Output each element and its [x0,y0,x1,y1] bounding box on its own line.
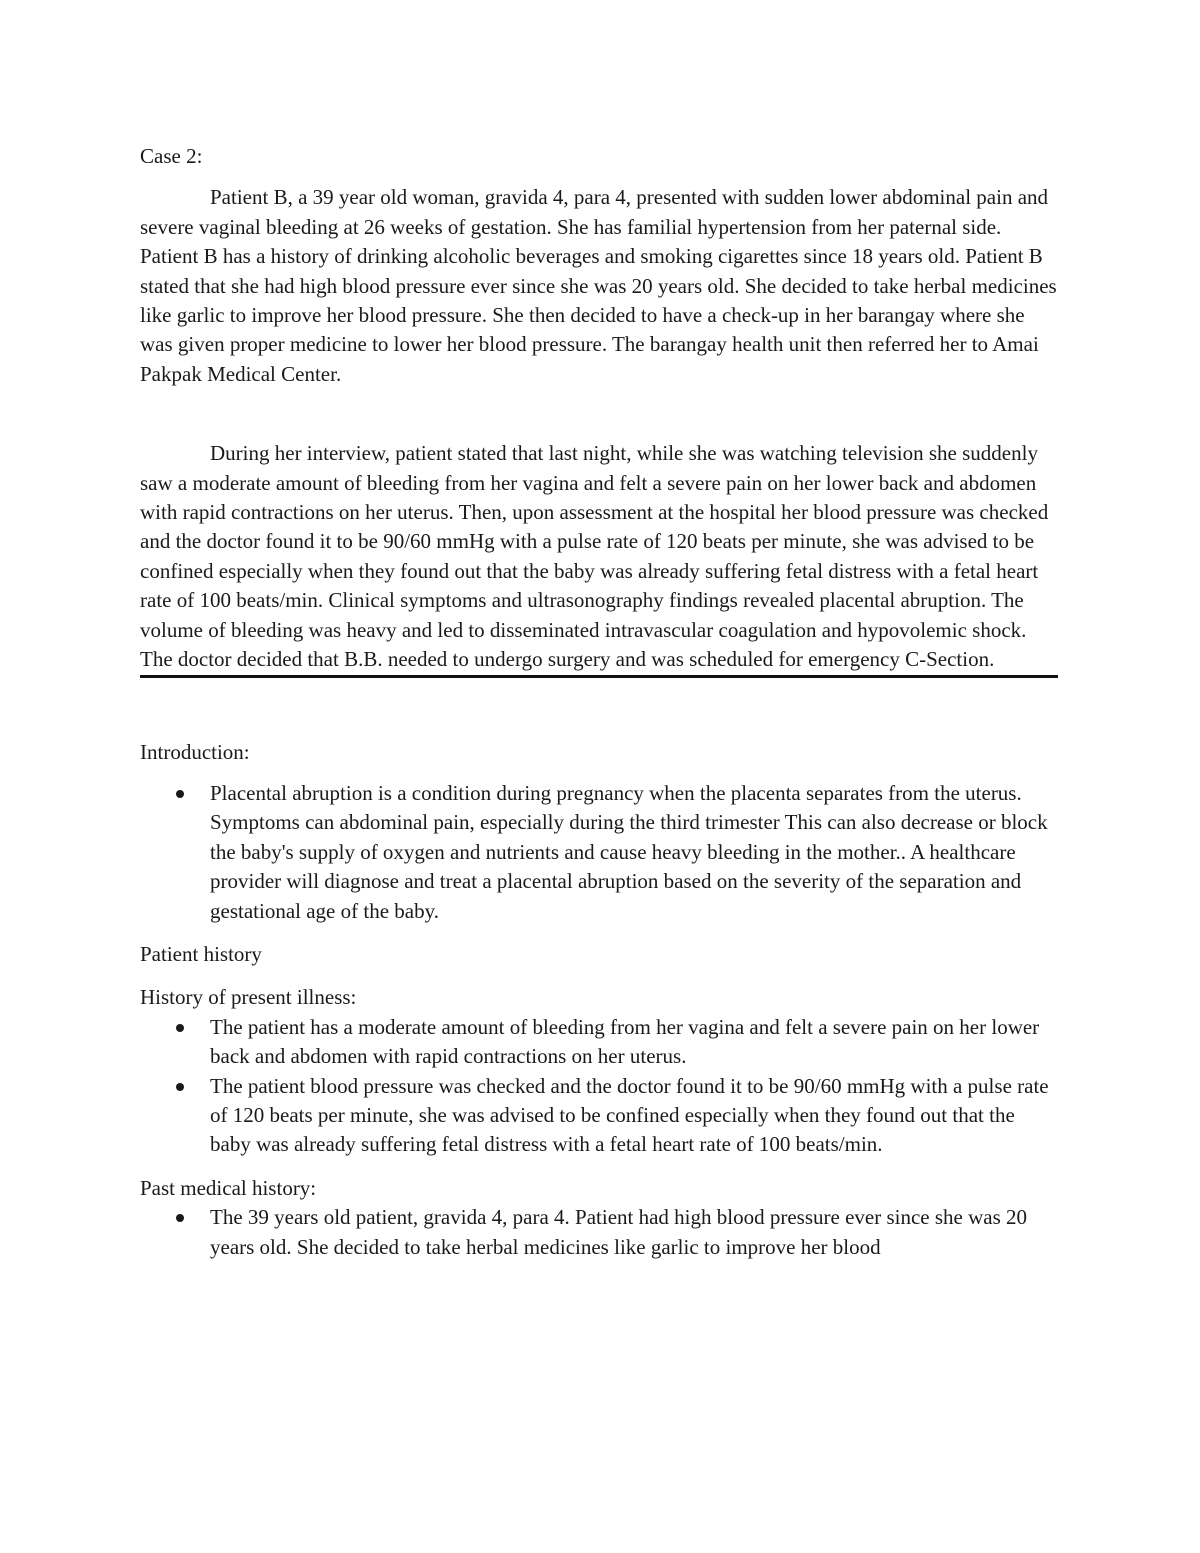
introduction-heading: Introduction: [140,739,250,764]
list-item [140,1203,1060,1262]
case-paragraph-1: Patient B, a 39 year old woman, gravida 4, para 4, presented with sudden lower abdominal pain and severe vaginal bleeding at 26 weeks of gestation. She has familial hypertension from her paternal side. Patient B has a history of drinking alcoholic beverages and smoking cigarettes since 18 years old. Patient B stated that she had high blood pressure ever since she was 20 years old. She decided to take herbal medicines like garlic to improve her blood pressure. She then decided to have a check-up in her barangay where she was given proper medicine to lower her blood pressure. The barangay health unit then referred her to Amai Pakpak Medical Center. [140,185,1057,386]
case-paragraph-2: During her interview, patient stated that last night, while she was watching television she suddenly saw a moderate amount of bleeding from her vagina and felt a severe pain on her lower back and abdomen with rapid contractions on her uterus. Then, upon assessment at the hospital her blood pressure was checked and the doctor found it to be 90/60 mmHg with a pulse rate of 120 beats per minute, she was advised to be confined especially when they found out that the baby was already suffering fetal distress with a fetal heart rate of 100 beats/min. Clinical symptoms and ultrasonography findings revealed placental abruption. The volume of bleeding was heavy and led to disseminated intravascular coagulation and hypovolemic shock. The doctor decided that B.B. needed to undergo surgery and was scheduled for emergency C-Section. [140,441,1049,672]
present-illness-heading: History of present illness: [140,985,357,1010]
list-item [140,779,1060,926]
patient-history-heading: Patient history [140,941,262,966]
document-page [140,142,1060,1262]
past-medical-history-list [140,1203,1060,1262]
bullet-icon [176,790,184,798]
list-item [140,1013,1060,1072]
present-illness-list [140,1013,1060,1160]
case-title: Case 2: [140,144,203,168]
introduction-list [140,779,1060,926]
past-medical-history-heading: Past medical history: [140,1175,317,1200]
list-item [140,1072,1060,1160]
list-item-text: The patient has a moderate amount of bleeding from her vagina and felt a severe pain on her lower back and abdomen with rapid contractions on her uterus. [210,1014,1040,1069]
list-item-text: The patient blood pressure was checked and the doctor found it to be 90/60 mmHg with a pulse rate of 120 beats per minute, she was advised to be confined especially when they found out that the baby was already suffering fetal distress with a fetal heart rate of 100 beats/min. [210,1073,1049,1157]
bullet-icon [176,1024,184,1032]
list-item-text: Placental abruption is a condition during pregnancy when the placenta separates from the uterus. Symptoms can abdominal pain, especially during the third trimester This can also decrease or block the baby's supply of oxygen and nutrients and cause heavy bleeding in the mother.. A healthcare provider will diagnose and treat a placental abruption based on the severity of the separation and gestational age of the baby. [210,780,1048,923]
bullet-icon [176,1214,184,1222]
horizontal-rule [140,675,1058,678]
bullet-icon [176,1083,184,1091]
list-item-text: The 39 years old patient, gravida 4, para 4. Patient had high blood pressure ever since she was 20 years old. She decided to take herbal medicines like garlic to improve her blood [210,1205,1028,1259]
